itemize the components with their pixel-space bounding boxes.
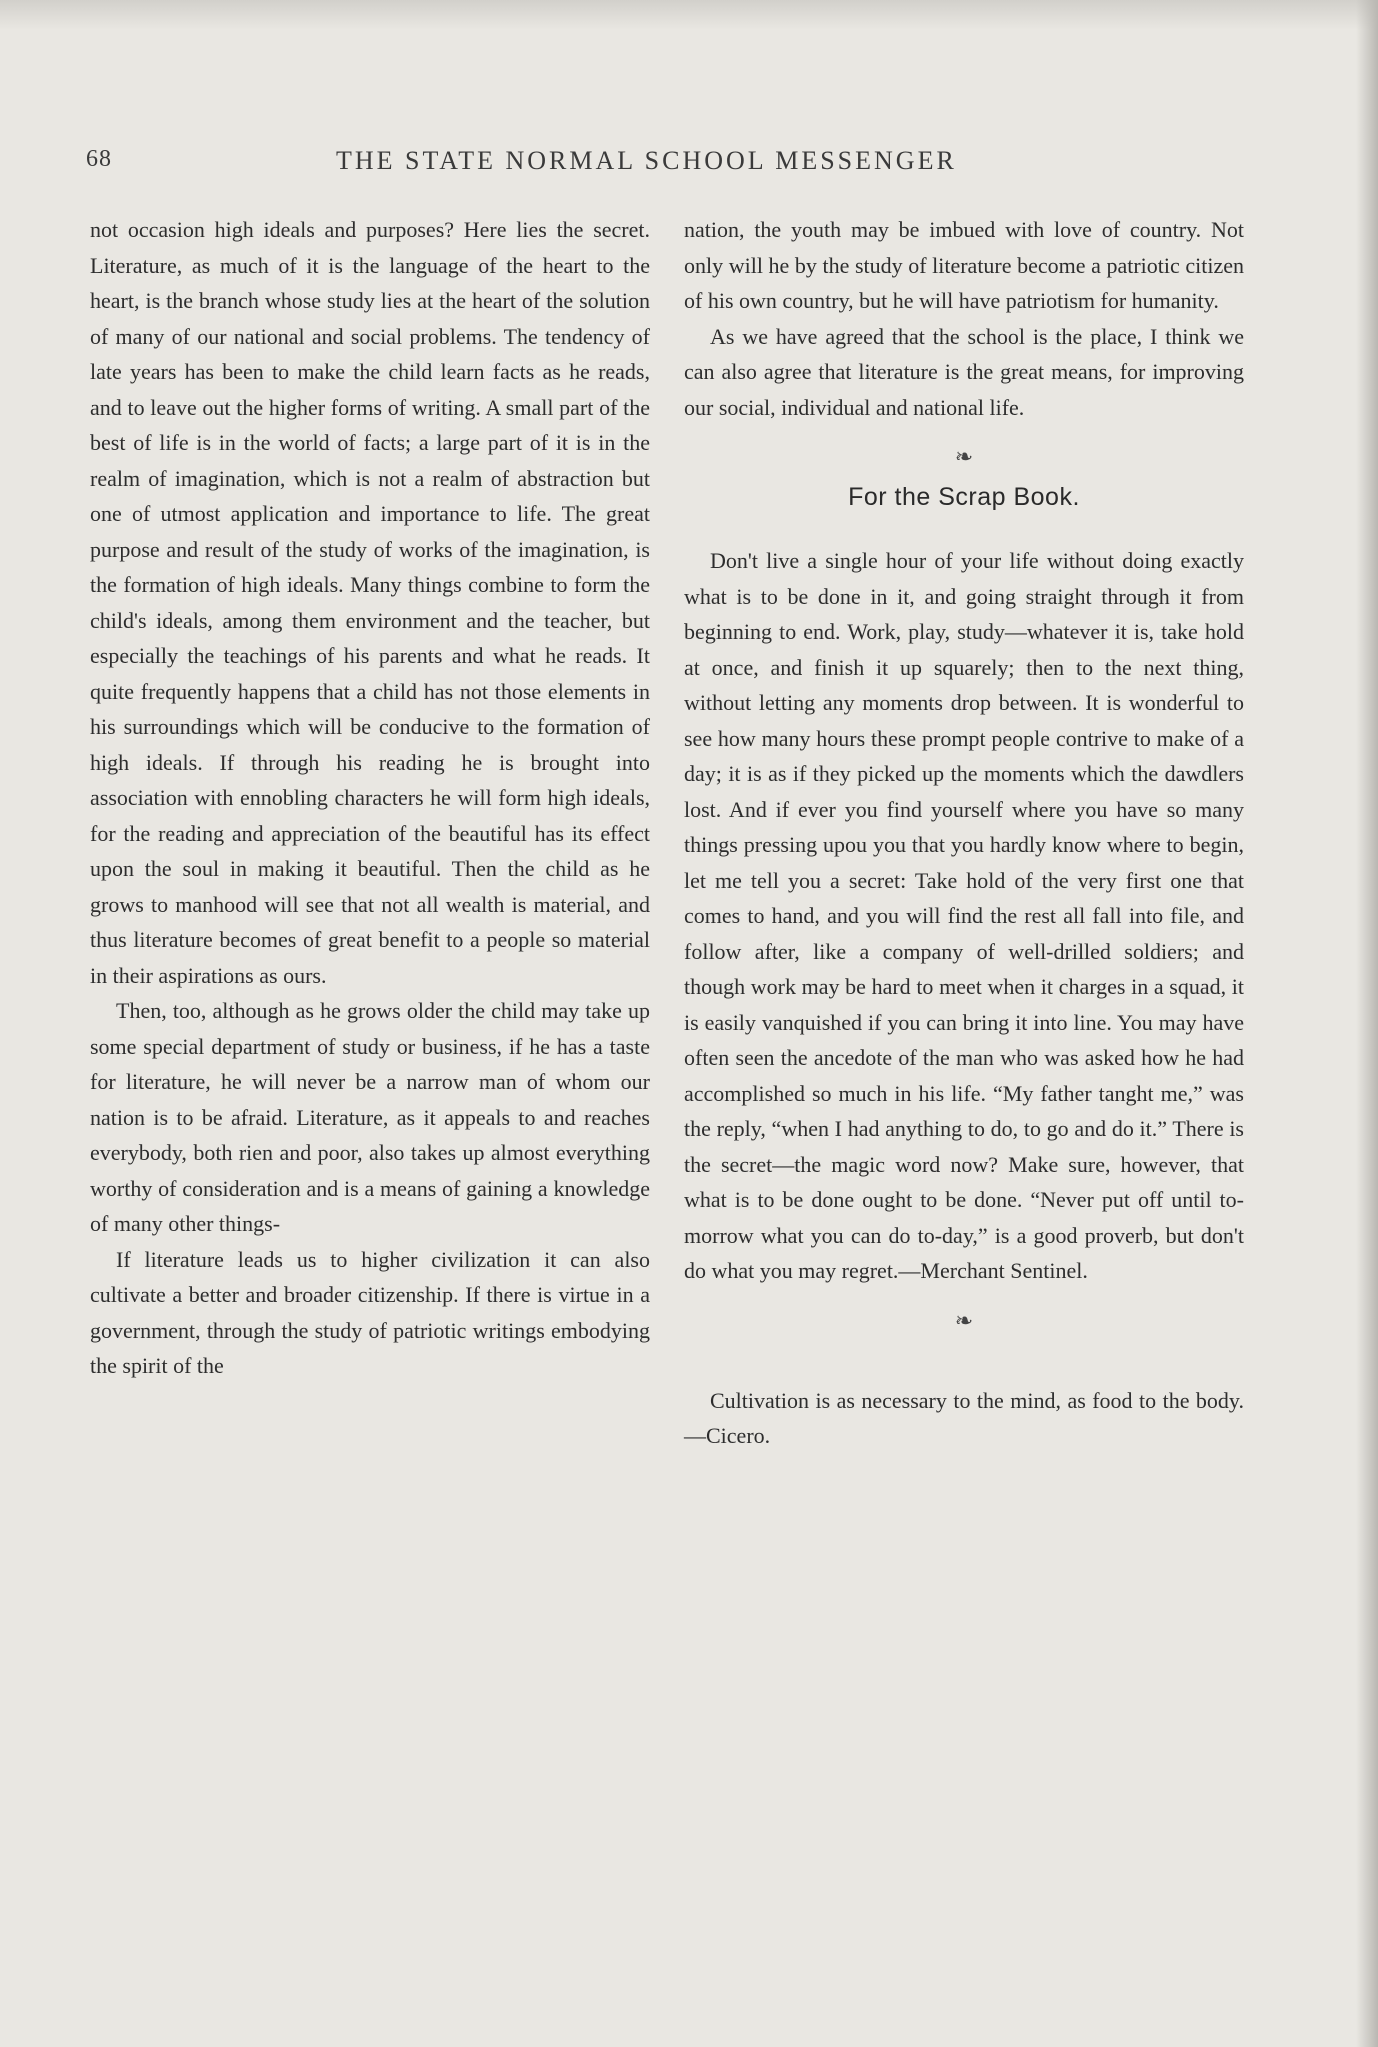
left-column (90, 212, 650, 1384)
left-paragraph-3: If literature leads us to higher civilization it can also cultivate a better and broader citizenship. If there is virtue in a government, through the study of patriotic writings embodying the spirit of the (90, 1246, 650, 1378)
page-header (86, 146, 1306, 186)
page-number: 68 (86, 146, 112, 172)
right-paragraph-4: Cultivation is as necessary to the mind, as food to the body.—Cicero. (684, 1387, 1244, 1448)
right-paragraph-2: As we have agreed that the school is the place, I think we can also agree that literature is the great means, for improving our social, individual and national life. (684, 323, 1244, 420)
right-column (684, 212, 1244, 1454)
running-head: THE STATE NORMAL SCHOOL MESSENGER (336, 146, 957, 175)
fleuron-ornament-icon-2: ❧ (954, 1307, 974, 1333)
left-paragraph-1: not occasion high ideals and purposes? Here lies the secret. Literature, as much of it is the language of the heart to the heart, is the branch whose study lies at the heart of the solution of many of our national and social problems. The tendency of late years has been to make the child learn facts as he reads, and to leave out the higher forms of writing. A small part of the best of life is in the world of facts; a large part of it is in the realm of imagination, which is not a realm of abstraction but one of utmost application and importance to life. The great purpose and result of the study of works of the imagination, is the formation of high ideals. Many things combine to form the child's ideals, among them environment and the teacher, but especially the teachings of his parents and what he reads. It quite frequently happens that a child has not those elements in his surroundings which will be conducive to the formation of high ideals. If through his reading he is brought into association with ennobling characters he will form high ideals, for the reading and appreciation of the beautiful has its effect upon the soul in making it beautiful. Then the child as he grows to manhood will see that not all wealth is material, and thus literature becomes of great benefit to a people so material in their aspirations as ours. (90, 217, 650, 988)
right-paragraph-3: Don't live a single hour of your life without doing exactly what is to be done in it, and going straight through it from beginning to end. Work, play, study—whatever it is, take hold at once, and finish it up squarely; then to the next thing, without letting any moments drop between. It is wonderful to see how many hours these prompt people contrive to make of a day; it is as if they picked up the moments which the dawdlers lost. And if ever you find yourself where you have so many things pressing upou you that you hardly know where to begin, let me tell you a secret: Take hold of the very first one that comes to hand, and you will find the rest all fall into file, and follow after, like a company of well-drilled soldiers; and though work may be hard to meet when it charges in a squad, it is easily vanquished if you can bring it into line. You may have often seen the ancedote of the man who was asked how he had accomplished so much in his life. “My father tanght me,” was the reply, “when I had anything to do, to go and do it.” There is the secret—the magic word now? Make sure, however, that what is to be done ought to be done. “Never put off until to-morrow what you can do to-day,” is a good proverb, but don't do what you may regret.—Merchant Sentinel. (684, 548, 1244, 1283)
left-paragraph-2: Then, too, although as he grows older the child may take up some special department of study or business, if he has a taste for literature, he will never be a narrow man of whom our nation is to be afraid. Literature, as it appeals to and reaches everybody, both rien and poor, also takes up almost everything worthy of consideration and is a means of gaining a knowledge of many other things- (90, 998, 650, 1236)
section-title: For the Scrap Book. (848, 483, 1080, 511)
right-paragraph-1: nation, the youth may be imbued with love of country. Not only will he by the study of literature become a patriotic citizen of his own country, but he will have patriotism for humanity. (684, 217, 1244, 313)
page-edge-shadow-right (1356, 0, 1378, 2047)
fleuron-ornament-icon: ❧ (954, 444, 974, 469)
page-edge-shadow-top (0, 0, 1378, 30)
spacer (684, 1343, 1244, 1383)
